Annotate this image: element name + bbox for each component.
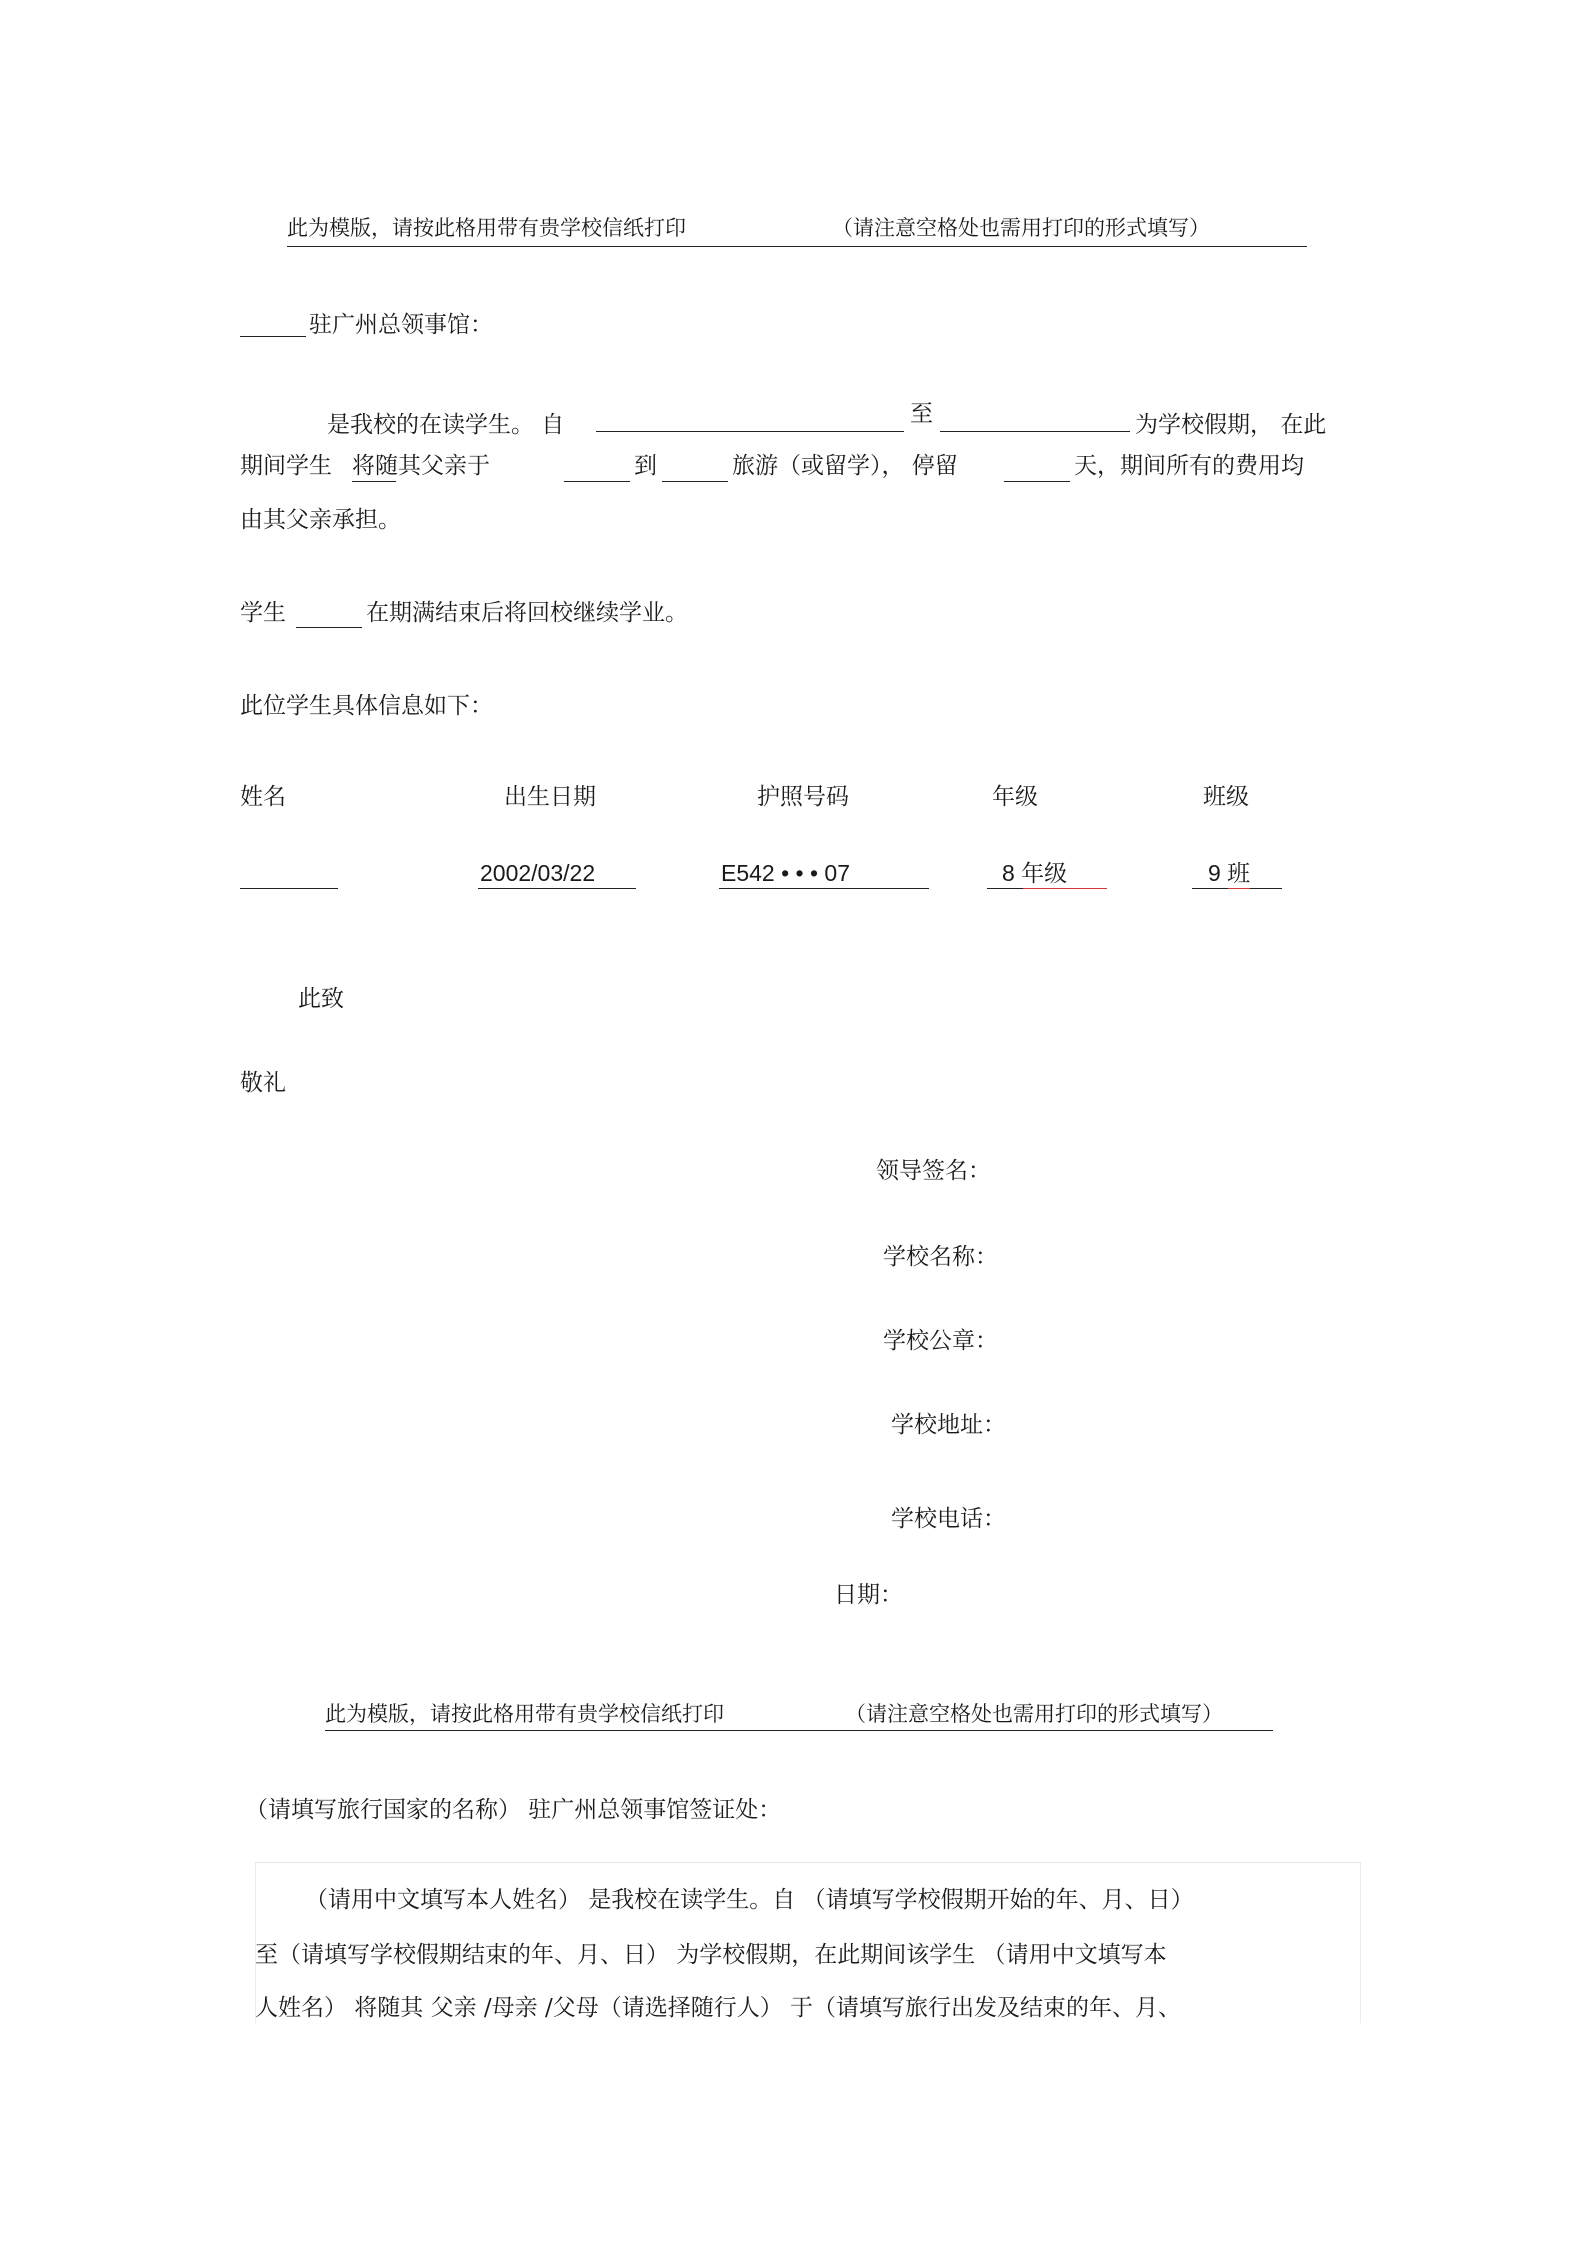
signature-school-name: 学校名称：: [883, 1244, 998, 1270]
info-intro: 此位学生具体信息如下：: [240, 693, 493, 719]
salutation-text: 驻广州总领事馆：: [309, 312, 493, 338]
para1-line3: 由其父亲承担。: [240, 507, 401, 533]
value-birthdate: 2002/03/22: [480, 860, 596, 886]
template1-header-underline: [287, 246, 1307, 247]
template2-header-underline: [325, 1730, 1273, 1731]
para1-line2-a: 期间学生: [240, 453, 332, 479]
class-underline-right: [1250, 888, 1282, 889]
destination-blank[interactable]: [662, 481, 728, 482]
para1-line2-e: 天，期间所有的费用均: [1074, 453, 1304, 479]
name-blank[interactable]: [240, 888, 338, 889]
signature-school-seal: 学校公章：: [883, 1328, 998, 1354]
template2-body-line2: 至（请填写学校假期结束的年、月、日） 为学校假期，在此期间该学生 （请用中文填写本: [255, 1942, 1167, 1968]
template2-body-line1: （请用中文填写本人姓名） 是我校在读学生。自 （请填写学校假期开始的年、月、日）: [305, 1887, 1194, 1913]
para2-prefix: 学生: [240, 600, 286, 626]
class-underline-left: [1192, 888, 1228, 889]
holiday-start-blank[interactable]: [596, 431, 904, 432]
signature-leader: 领导签名：: [876, 1158, 991, 1184]
para1-holiday: 为学校假期， 在此: [1135, 412, 1327, 438]
signature-date: 日期：: [834, 1582, 903, 1608]
closing-jingli: 敬礼: [240, 1070, 286, 1096]
signature-school-address: 学校地址：: [891, 1412, 1006, 1438]
header-grade: 年级: [992, 784, 1038, 810]
closing-cizhi: 此致: [298, 986, 344, 1012]
para1-line2-b: 将随其父亲于: [352, 453, 490, 479]
para1-line2-d: 旅游（或留学）， 停留: [732, 453, 958, 479]
grade-underline: [987, 888, 1023, 889]
para2-student-blank[interactable]: [296, 627, 362, 628]
birthdate-underline: [478, 888, 636, 889]
para1-start: 是我校的在读学生。 自: [327, 412, 565, 438]
stay-days-blank[interactable]: [1004, 481, 1070, 482]
student-name-underline[interactable]: [352, 481, 396, 482]
template2-body-line3: 人姓名） 将随其 父亲 /母亲 /父母（请选择随行人） 于（请填写旅行出发及结束的年、月、: [255, 1995, 1182, 2021]
header-passport: 护照号码: [757, 784, 849, 810]
value-passport: E542 • • • 07: [721, 860, 851, 886]
template1-header-left: 此为模版，请按此格用带有贵学校信纸打印: [287, 216, 686, 240]
value-class: 9 班: [1208, 860, 1251, 886]
template2-header-left: 此为模版，请按此格用带有贵学校信纸打印: [325, 1702, 724, 1726]
para2-suffix: 在期满结束后将回校继续学业。: [366, 600, 688, 626]
header-name: 姓名: [240, 784, 286, 810]
template2-header-right: （请注意空格处也需用打印的形式填写）: [845, 1702, 1223, 1726]
signature-school-phone: 学校电话：: [891, 1506, 1006, 1532]
template1-header-right: （请注意空格处也需用打印的形式填写）: [832, 216, 1210, 240]
para1-to: 至: [910, 401, 933, 427]
template2-salutation: （请填写旅行国家的名称） 驻广州总领事馆签证处：: [245, 1797, 782, 1823]
departure-blank[interactable]: [564, 481, 630, 482]
header-birthdate: 出生日期: [504, 784, 596, 810]
para1-line2-c: 到: [634, 453, 657, 479]
holiday-end-blank[interactable]: [940, 431, 1130, 432]
header-class: 班级: [1203, 784, 1249, 810]
class-spellcheck-mark: [1228, 888, 1250, 889]
value-grade: 8 年级: [1002, 860, 1068, 886]
consulate-country-blank[interactable]: [240, 336, 306, 337]
grade-spellcheck-mark: [1023, 888, 1107, 889]
passport-underline: [719, 888, 929, 889]
